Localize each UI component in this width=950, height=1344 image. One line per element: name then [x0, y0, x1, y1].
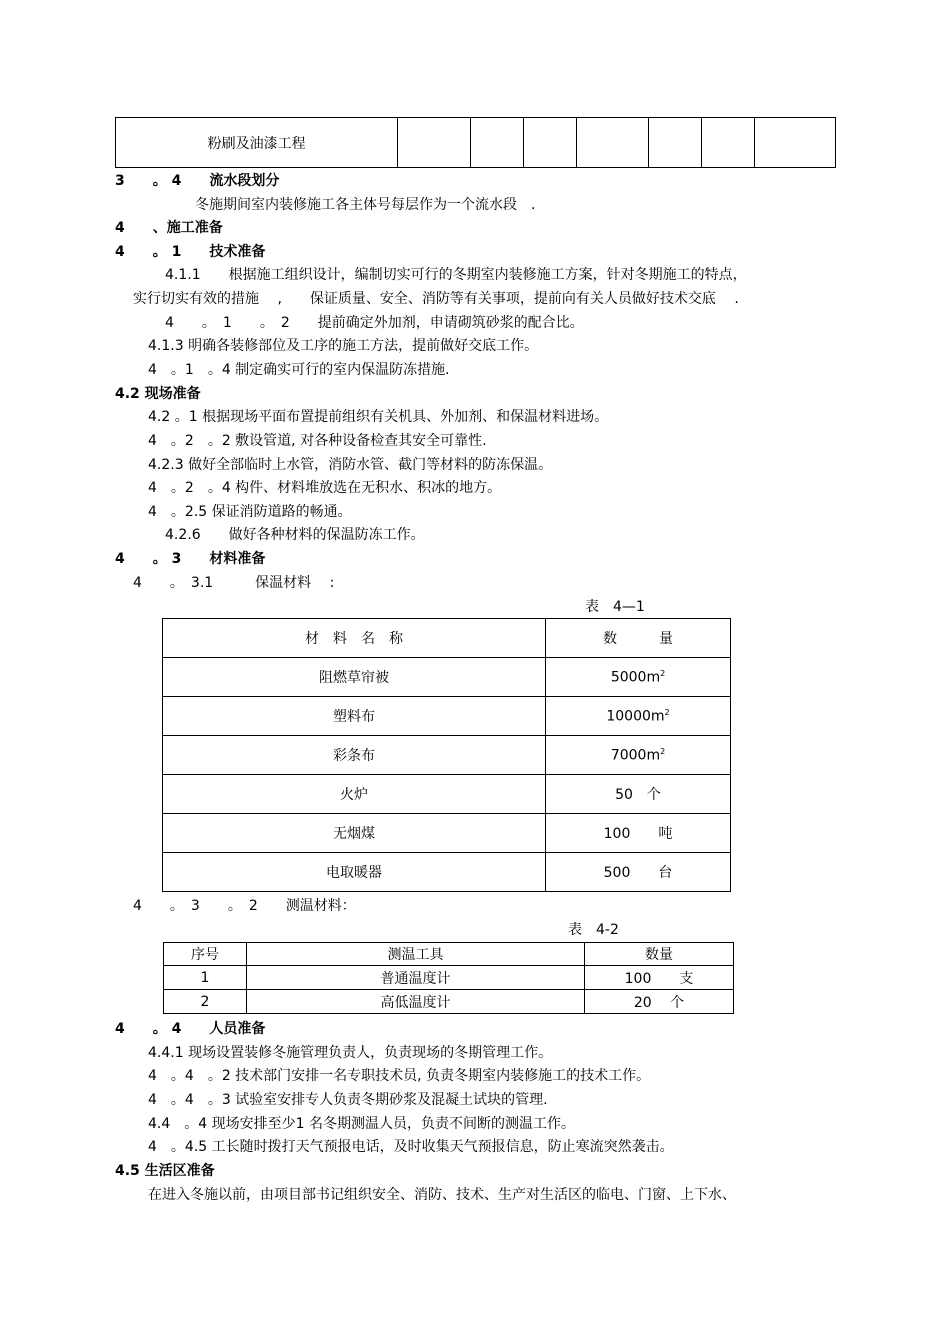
- table-cell: 50 个: [546, 775, 731, 814]
- paragraph: 4 。2 。4 构件、材料堆放选在无积水、积冰的地方。: [148, 480, 502, 496]
- paragraph: 4 。4.5 工长随时拨打天气预报电话，及时收集天气预报信息，防止寒流突然袭击。: [148, 1139, 674, 1155]
- top-table-cell: [649, 118, 702, 168]
- section-heading: 4.2 现场准备: [115, 386, 201, 402]
- table-cell: 20 个: [585, 990, 734, 1014]
- section-heading: 4.5 生活区准备: [115, 1163, 215, 1179]
- table-row: [164, 966, 734, 990]
- table-caption: 表 4—1: [585, 599, 645, 615]
- table-cell: 火炉: [163, 775, 546, 814]
- table-cell: 100 吨: [546, 814, 731, 853]
- table-cell: 无烟煤: [163, 814, 546, 853]
- table-cell: 阻燃草帘被: [163, 658, 546, 697]
- top-table-cell: [702, 118, 755, 168]
- top-table-cell: [576, 118, 649, 168]
- paragraph: 实行切实有效的措施 , 保证质量、安全、消防等有关事项，提前向有关人员做好技术交底 .: [133, 291, 739, 307]
- top-table-cell: [523, 118, 576, 168]
- table-header: 材 料 名 称: [163, 619, 546, 658]
- table-cell: 高低温度计: [247, 990, 585, 1014]
- top-table-cell: [755, 118, 836, 168]
- table-row: [163, 658, 731, 697]
- paragraph: 4.4 。4 现场安排至少1 名冬期测温人员，负责不间断的测温工作。: [148, 1116, 575, 1132]
- table-header: 测温工具: [247, 943, 585, 966]
- top-table: [115, 117, 836, 168]
- paragraph: 4 。 3.1 保温材料 :: [133, 575, 335, 591]
- paragraph: 冬施期间室内装修施工各主体号每层作为一个流水段 .: [195, 197, 536, 213]
- paragraph: 4 。4 。3 试验室安排专人负责冬期砂浆及混凝土试块的管理.: [148, 1092, 548, 1108]
- table-header: 序号: [164, 943, 247, 966]
- section-heading: 3 。 4 流水段划分: [115, 173, 280, 189]
- paragraph: 4 。1 。4 制定确实可行的室内保温防冻措施.: [148, 362, 450, 378]
- paragraph: 4 。4 。2 技术部门安排一名专职技术员, 负责冬期室内装修施工的技术工作。: [148, 1068, 651, 1084]
- table-row: [164, 990, 734, 1014]
- section-heading: 4 、施工准备: [115, 220, 223, 236]
- paragraph: 4.2.6 做好各种材料的保温防冻工作。: [165, 527, 425, 543]
- table-header: 数量: [585, 943, 734, 966]
- paragraph: 4 。 3 。 2 测温材料：: [133, 898, 356, 914]
- table-caption: 表 4-2: [568, 922, 619, 938]
- top-table-label: 粉刷及油漆工程: [116, 118, 398, 168]
- paragraph: 4.2 。1 根据现场平面布置提前组织有关机具、外加剂、和保温材料进场。: [148, 409, 609, 425]
- paragraph: 4.2.3 做好全部临时上水管，消防水管、截门等材料的防冻保温。: [148, 457, 553, 473]
- table-row: [163, 736, 731, 775]
- paragraph: 在进入冬施以前，由项目部书记组织安全、消防、技术、生产对生活区的临电、门窗、上下水、: [148, 1187, 736, 1203]
- table-row: [163, 853, 731, 892]
- section-heading: 4 。 1 技术准备: [115, 244, 266, 260]
- table-cell: $7000m^2$: [546, 736, 731, 775]
- table-row: [163, 697, 731, 736]
- section-heading: 4 。 4 人员准备: [115, 1021, 266, 1037]
- table-cell: 2: [164, 990, 247, 1014]
- table-cell: 彩条布: [163, 736, 546, 775]
- table-row: [163, 775, 731, 814]
- table-cell: 塑料布: [163, 697, 546, 736]
- paragraph: 4 。 1 。 2 提前确定外加剂，申请砌筑砂浆的配合比。: [165, 315, 584, 331]
- paragraph: 4.1.3 明确各装修部位及工序的施工方法，提前做好交底工作。: [148, 338, 539, 354]
- table-cell: 1: [164, 966, 247, 990]
- table-cell: 100 支: [585, 966, 734, 990]
- table-cell: 500 台: [546, 853, 731, 892]
- top-table-cell: [471, 118, 524, 168]
- thermometer-table: [163, 942, 734, 1014]
- materials-table: [162, 618, 731, 892]
- table-cell: 普通温度计: [247, 966, 585, 990]
- table-cell: 电取暖器: [163, 853, 546, 892]
- table-header: 数 量: [546, 619, 731, 658]
- table-cell: $5000m^2$: [546, 658, 731, 697]
- paragraph: 4 。2.5 保证消防道路的畅通。: [148, 504, 352, 520]
- top-table-cell: [398, 118, 471, 168]
- paragraph: 4 。2 。2 敷设管道, 对各种设备检查其安全可靠性.: [148, 433, 487, 449]
- section-heading: 4 。 3 材料准备: [115, 551, 266, 567]
- paragraph: 4.4.1 现场设置装修冬施管理负责人，负责现场的冬期管理工作。: [148, 1045, 553, 1061]
- table-row: [163, 814, 731, 853]
- paragraph: 4.1.1 根据施工组织设计，编制切实可行的冬期室内装修施工方案，针对冬期施工的特点，: [165, 267, 747, 283]
- table-cell: $10000m^2$: [546, 697, 731, 736]
